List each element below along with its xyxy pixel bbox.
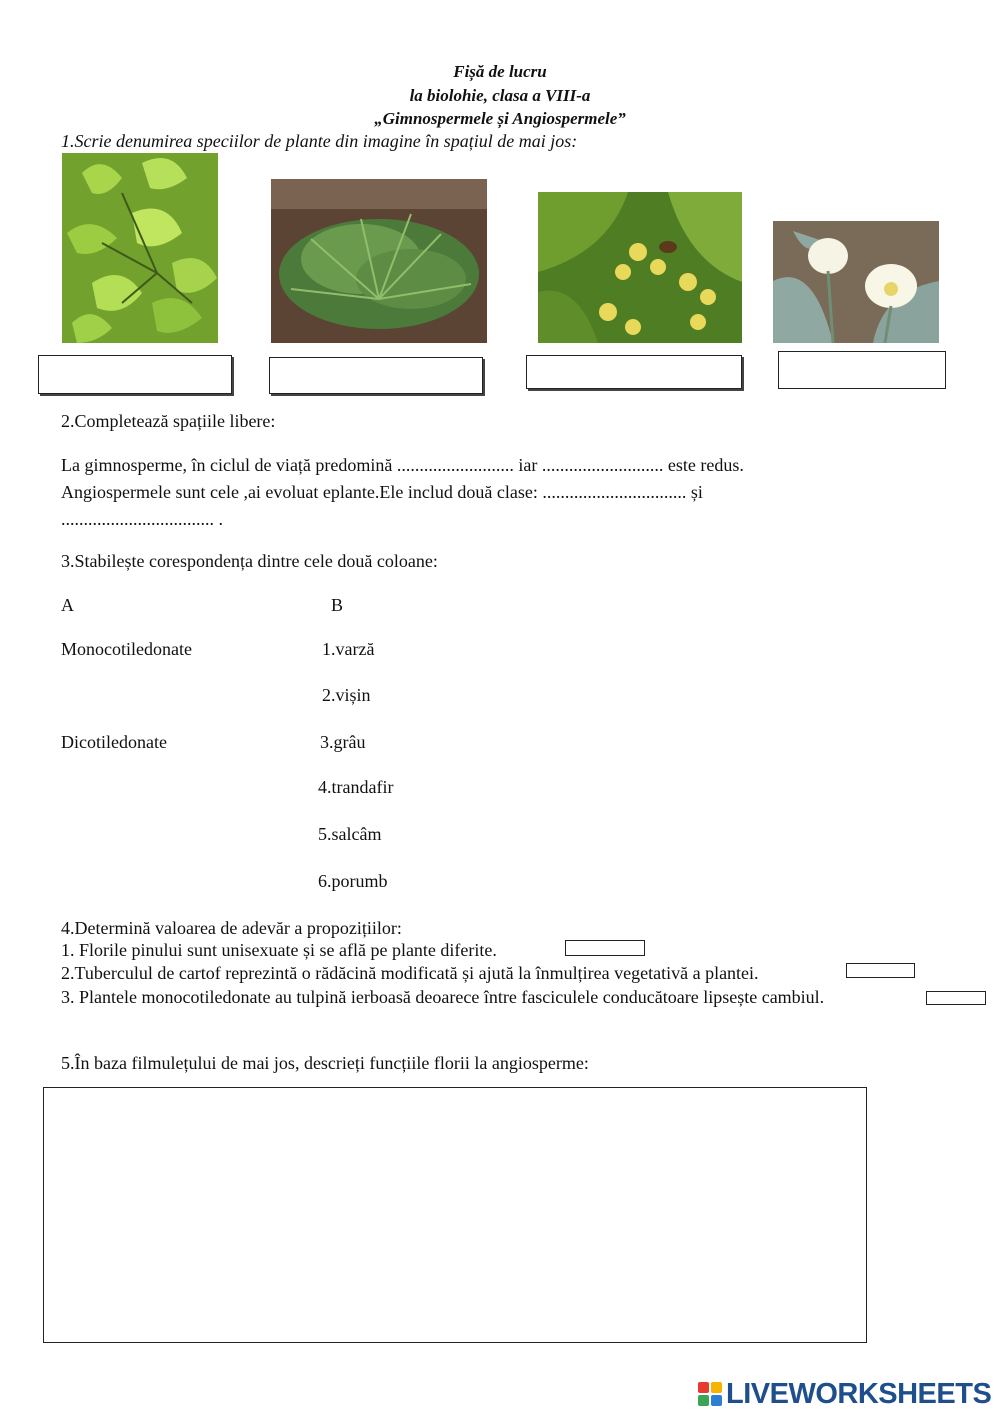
q1-answer-3-input[interactable] <box>526 355 742 389</box>
q4-statement-3: 3. Plantele monocotiledonate au tulpină ierboasă deoarece între fasciculele conducătoare lipsește cambiul. <box>61 987 825 1007</box>
juniper-shrub-icon <box>271 179 487 343</box>
linden-flowers-icon <box>538 192 742 343</box>
q3-col-a-item: Dicotiledonate <box>61 732 167 752</box>
ginkgo-image <box>62 153 218 343</box>
q1-prompt: 1.Scrie denumirea speciilor de plante din imagine în spațiul de mai jos: <box>61 131 578 151</box>
linden-image <box>538 192 742 343</box>
q2-line-3: .................................. . <box>61 509 223 529</box>
liveworksheets-logo-icon <box>698 1382 722 1406</box>
worksheet-subtitle: la biolohie, clasa a VIII-a <box>409 86 591 105</box>
q3-col-b-header: B <box>331 595 344 615</box>
q3-col-a-item: Monocotiledonate <box>61 639 192 659</box>
white-tulips-icon <box>773 221 939 343</box>
q2-prompt: 2.Completează spațiile libere: <box>61 411 276 431</box>
q4-answer-2-input[interactable] <box>846 963 915 978</box>
q4-statement-2: 2.Tuberculul de cartof reprezintă o rădăcină modificată și ajută la înmulțirea vegetativă a plantei. <box>61 963 759 983</box>
q3-col-b-item: 2.vișin <box>322 685 371 705</box>
q3-prompt: 3.Stabilește corespondența dintre cele două coloane: <box>61 551 438 571</box>
q5-prompt: 5.În baza filmulețului de mai jos, descrieți funcțiile florii la angiosperme: <box>61 1053 589 1073</box>
q3-col-b-item: 6.porumb <box>318 871 388 891</box>
liveworksheets-logo-text: LIVEWORKSHEETS <box>726 1377 992 1410</box>
liveworksheets-logo <box>698 1379 991 1409</box>
tulip-image <box>773 221 939 343</box>
ginkgo-leaves-icon <box>62 153 218 343</box>
worksheet-title: Fișă de lucru <box>453 62 547 81</box>
juniper-image <box>271 179 487 343</box>
worksheet-topic: „Gimnospermele și Angiospermele” <box>374 109 626 128</box>
q3-col-b-item: 5.salcâm <box>318 824 382 844</box>
q4-prompt: 4.Determină valoarea de adevăr a propozițiilor: <box>61 918 402 938</box>
q4-answer-1-input[interactable] <box>565 940 645 956</box>
q3-col-a-header: A <box>61 595 74 615</box>
q1-answer-2-input[interactable] <box>269 357 483 394</box>
q1-answer-4-input[interactable] <box>778 351 946 389</box>
q4-statement-1: 1. Florile pinului sunt unisexuate și se află pe plante diferite. <box>61 940 497 960</box>
q4-answer-3-input[interactable] <box>926 991 986 1005</box>
q2-line-2: Angiospermele sunt cele ,ai evoluat eplante.Ele includ două clase: ................................ și <box>61 482 703 502</box>
q5-answer-textarea[interactable] <box>43 1087 867 1343</box>
q2-line-1: La gimnosperme, în ciclul de viață predomină .......................... iar ........................... este redus. <box>61 455 744 475</box>
q1-answer-1-input[interactable] <box>38 355 232 394</box>
q3-col-b-item: 4.trandafir <box>318 777 394 797</box>
q3-col-b-item: 1.varză <box>322 639 375 659</box>
q3-col-b-item: 3.grâu <box>320 732 366 752</box>
